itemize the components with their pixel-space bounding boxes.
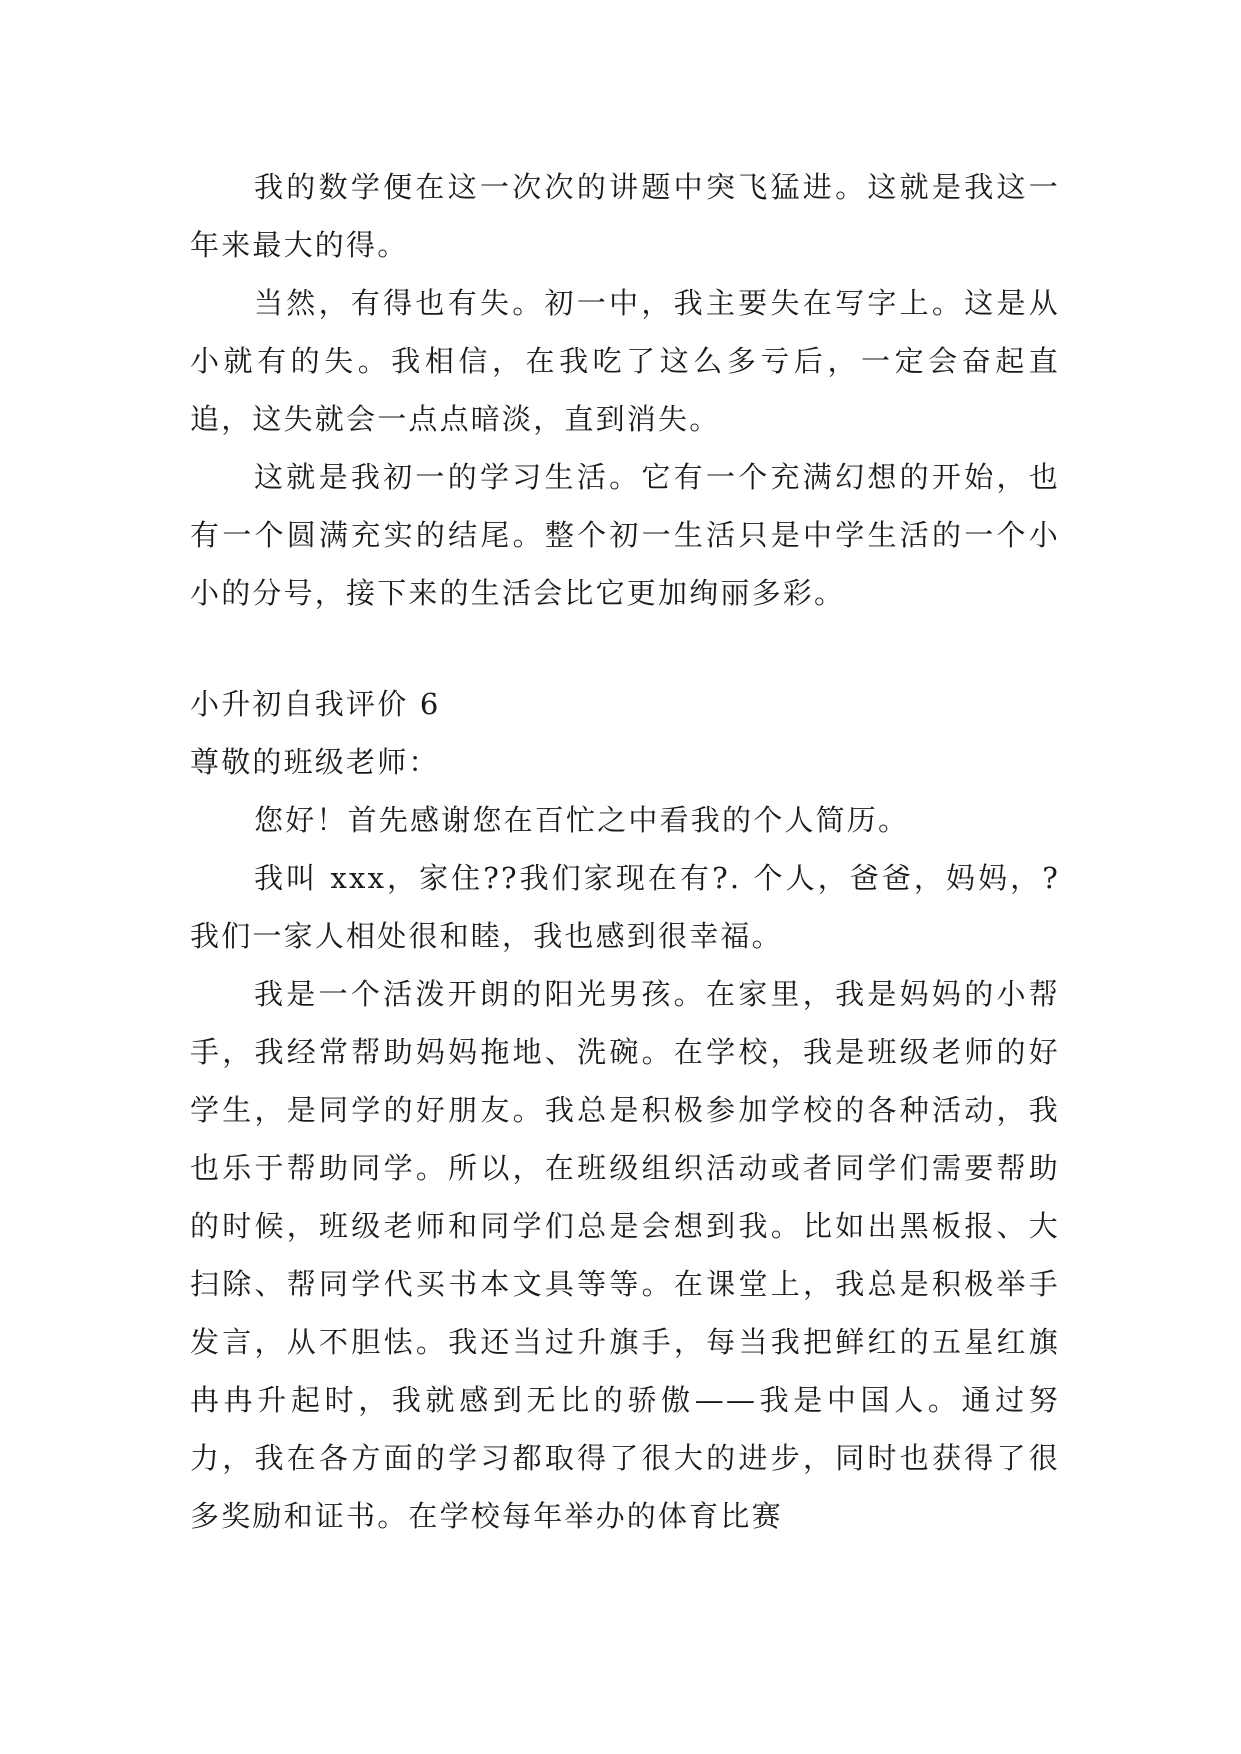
section-title: 小升初自我评价 6	[190, 687, 441, 721]
salutation: 尊敬的班级老师：	[190, 745, 440, 779]
paragraph-first-year-summary: 这就是我初一的学习生活。它有一个充满幻想的开始，也有一个圆满充实的结尾。整个初一生活只是中学生活的一个小小的分号，接下来的生活会比它更加绚丽多彩。	[190, 460, 1060, 610]
document-body	[190, 158, 1060, 1545]
paragraph-greeting: 您好！首先感谢您在百忙之中看我的个人简历。	[254, 803, 910, 837]
section-gap	[190, 622, 1060, 675]
paragraph-self-description: 我是一个活泼开朗的阳光男孩。在家里，我是妈妈的小帮手，我经常帮助妈妈拖地、洗碗。在学校，我是班级老师的好学生，是同学的好朋友。我总是积极参加学校的各种活动，我也乐于帮助同学。所以，在班级组织活动或者同学们需要帮助的时候，班级老师和同学们总是会想到我。比如出黑板报、大扫除、帮同学代买书本文具等等。在课堂上，我总是积极举手发言，从不胆怯。我还当过升旗手，每当我把鲜红的五星红旗冉冉升起时，我就感到无比的骄傲——我是中国人。通过努力，我在各方面的学习都取得了很大的进步，同时也获得了很多奖励和证书。在学校每年举办的体育比赛	[190, 977, 1060, 1533]
paragraph-gains-and-losses: 当然，有得也有失。初一中，我主要失在写字上。这是从小就有的失。我相信，在我吃了这么多亏后，一定会奋起直追，这失就会一点点暗淡，直到消失。	[190, 286, 1060, 436]
paragraph-family: 我叫 xxx，家住??我们家现在有?. 个人，爸爸，妈妈，?我们一家人相处很和睦，我也感到很幸福。	[190, 861, 1060, 953]
paragraph-math-progress: 我的数学便在这一次次的讲题中突飞猛进。这就是我这一年来最大的得。	[190, 170, 1060, 262]
